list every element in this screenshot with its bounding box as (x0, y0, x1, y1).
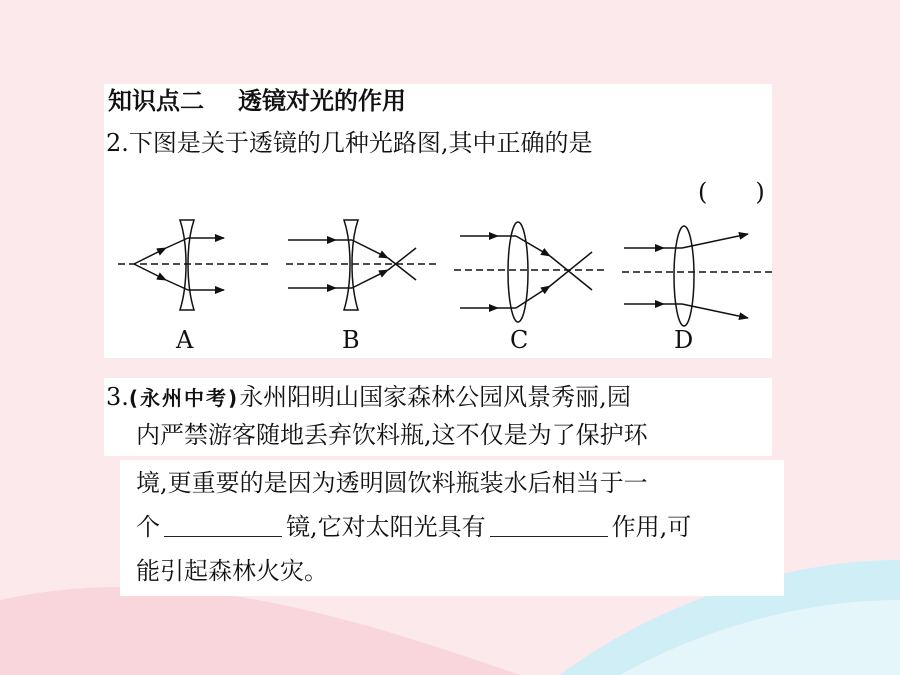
diagram-c-ray-top-out (516, 236, 550, 256)
diagram-b-ray-top-out-b (388, 258, 416, 280)
question-3-line-1-text: 永州阳明山国家森林公园风景秀丽,园 (239, 383, 631, 411)
diagram-a-concave-lens (180, 220, 194, 310)
diagram-a-ray-top-in (134, 248, 166, 264)
question-3-line-3: 境,更重要的是因为透明圆饮料瓶装水后相当于一 (136, 469, 648, 497)
question-3-line-4 (136, 512, 691, 542)
option-label-d: D (674, 326, 694, 354)
diagram-b-ray-bottom-out-b (388, 248, 416, 270)
question-3-line-4-c: 作用,可 (611, 513, 692, 541)
question-3-source: (永州中考) (128, 386, 240, 410)
wave-pink (0, 587, 520, 675)
diagram-b (286, 220, 438, 310)
question-3-panel-bottom (120, 460, 784, 596)
diagram-b-ray-bottom-out (352, 270, 388, 288)
question-3-line-1 (106, 382, 631, 413)
question-3-line-4-b: 镜,它对太阳光具有 (286, 513, 486, 541)
question-3-number: 3. (106, 383, 129, 411)
question-3-panel-top (104, 378, 772, 456)
diagram-b-ray-top-out (352, 240, 388, 258)
diagram-b-concave-lens (344, 220, 358, 310)
question-3-line-2: 内严禁游客随地丢弃饮料瓶,这不仅是为了保护环 (136, 421, 648, 449)
option-label-b: B (342, 326, 360, 354)
diagram-a-ray-bottom-in (134, 264, 166, 280)
answer-parentheses: ( ) (698, 178, 765, 206)
section-heading-title: 透镜对光的作用 (238, 87, 406, 115)
diagram-c-ray-bottom-out-b (550, 252, 592, 286)
question-2-panel (104, 84, 772, 358)
section-heading-label: 知识点二 (108, 87, 204, 115)
answer-blank-effect[interactable] (490, 514, 608, 537)
diagram-c-ray-top-out-b (550, 256, 592, 290)
diagram-a (118, 220, 270, 310)
diagram-c (454, 222, 606, 322)
answer-blank-lens[interactable] (164, 514, 282, 537)
section-heading (108, 86, 406, 116)
option-label-c: C (510, 326, 529, 354)
question-3-line-4-a: 个 (136, 513, 160, 541)
option-label-a: A (176, 326, 194, 354)
question-3-line-5: 能引起森林火灾。 (136, 557, 328, 585)
diagram-c-ray-bottom-out (516, 286, 550, 308)
lens-ray-diagrams (104, 214, 772, 358)
diagram-d (622, 226, 772, 326)
diagram-d-convex-lens (674, 226, 694, 326)
question-2-text: 2.下图是关于透镜的几种光路图,其中正确的是 (106, 129, 593, 157)
